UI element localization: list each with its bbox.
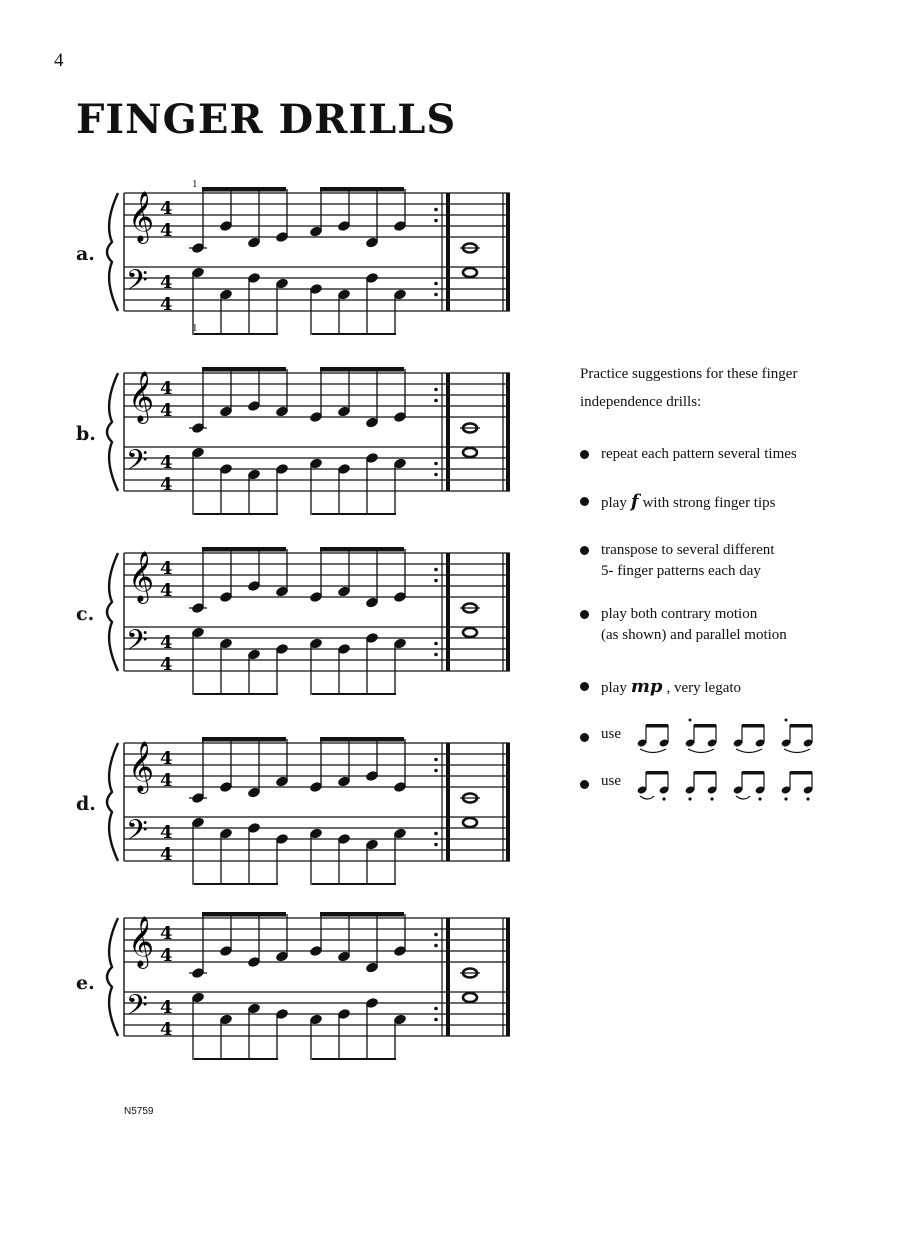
time-signature-icon: 4 [160, 632, 173, 653]
repeat-dot [434, 1018, 438, 1022]
brace-icon [107, 918, 118, 1036]
bass-clef-icon: 𝄢 [126, 814, 148, 854]
thick-barline [446, 743, 450, 861]
practice-suggestions [580, 360, 880, 800]
treble-clef-icon: 𝄞 [128, 191, 155, 242]
finger-number-bottom: 1 [192, 322, 198, 334]
tip-text: play [601, 680, 627, 696]
beam [202, 547, 286, 552]
tip-text: play both contrary motion [601, 606, 758, 622]
staccato-dot-icon [689, 719, 692, 722]
bullet-icon [580, 682, 589, 691]
beam [312, 693, 396, 695]
beam [202, 737, 286, 742]
beam [312, 883, 396, 885]
time-signature-icon: 4 [160, 923, 173, 944]
repeat-dot [434, 579, 438, 583]
thick-barline [446, 193, 450, 311]
page-title: FINGER DRILLS [76, 96, 457, 143]
thick-barline [446, 373, 450, 491]
staccato-dot-icon [784, 797, 787, 800]
repeat-dot [434, 1007, 438, 1011]
tip-text: transpose to several different [601, 542, 775, 558]
beam [202, 187, 286, 192]
beam [202, 912, 286, 917]
time-signature-icon: 4 [160, 770, 173, 791]
repeat-dot [434, 758, 438, 762]
slur-icon [688, 749, 714, 753]
beam [646, 724, 668, 728]
final-barline [506, 373, 510, 491]
time-signature-icon: 4 [160, 198, 173, 219]
beam [194, 333, 278, 335]
whole-note-icon [463, 818, 477, 827]
time-signature-icon: 4 [160, 220, 173, 241]
bass-clef-icon: 𝄢 [126, 444, 148, 484]
time-signature-icon: 4 [160, 400, 173, 421]
drill-e [0, 900, 540, 1060]
repeat-dot [434, 388, 438, 392]
beam [320, 367, 404, 372]
rhythm-row-slurred [580, 723, 880, 753]
tip-text: play [601, 495, 627, 511]
staccato-dot-icon [710, 797, 713, 800]
bullet-icon [580, 497, 589, 506]
tip-legato [580, 676, 880, 699]
finger-number-top: 1 [192, 178, 198, 190]
tip-text: (as shown) and parallel motion [601, 627, 787, 643]
final-barline [506, 193, 510, 311]
whole-note-icon [463, 993, 477, 1002]
time-signature-icon: 4 [160, 580, 173, 601]
beam [742, 724, 764, 728]
time-signature-icon: 4 [160, 378, 173, 399]
slur-icon [736, 749, 762, 753]
time-signature-icon: 4 [160, 558, 173, 579]
bullet-icon [580, 780, 589, 789]
slur-icon [784, 749, 810, 753]
tip-transpose [580, 540, 880, 582]
time-signature-icon: 4 [160, 272, 173, 293]
use-label: use [601, 726, 621, 742]
slur-icon [640, 796, 654, 799]
time-signature-icon: 4 [160, 844, 173, 865]
repeat-dot [434, 219, 438, 223]
repeat-dot [434, 769, 438, 773]
whole-note-icon [463, 268, 477, 277]
intro-line: Practice suggestions for these finger [580, 366, 798, 382]
drill-a [0, 175, 540, 335]
rhythm-row-staccato [580, 770, 880, 800]
brace-icon [107, 553, 118, 671]
time-signature-icon: 4 [160, 1019, 173, 1040]
drill-label: e. [76, 972, 95, 994]
beam [320, 547, 404, 552]
tip-forte [580, 491, 880, 514]
beam [194, 513, 278, 515]
staccato-dot-icon [758, 797, 761, 800]
drill-label: c. [76, 603, 95, 625]
treble-clef-icon: 𝄞 [128, 741, 155, 792]
beam [312, 1058, 396, 1060]
thick-barline [446, 918, 450, 1036]
thick-barline [446, 553, 450, 671]
final-barline [506, 553, 510, 671]
beam [790, 724, 812, 728]
repeat-dot [434, 832, 438, 836]
tip-repeat [580, 444, 880, 465]
beam [194, 883, 278, 885]
staccato-dot-icon [688, 797, 691, 800]
beam [646, 771, 668, 775]
drill-label: a. [76, 243, 95, 265]
bullet-icon [580, 610, 589, 619]
time-signature-icon: 4 [160, 748, 173, 769]
staccato-dot-icon [662, 797, 665, 800]
bullet-icon [580, 450, 589, 459]
drill-label: d. [76, 793, 96, 815]
drill-b [0, 355, 540, 515]
repeat-dot [434, 399, 438, 403]
repeat-dot [434, 653, 438, 657]
time-signature-icon: 4 [160, 822, 173, 843]
beam [312, 513, 396, 515]
final-barline [506, 743, 510, 861]
whole-note-icon [463, 628, 477, 637]
use-label: use [601, 773, 621, 789]
slur-icon [640, 749, 666, 753]
repeat-dot [434, 642, 438, 646]
staccato-eighth-pairs-icon [634, 764, 834, 804]
slurred-eighth-pairs-icon [634, 717, 834, 757]
slur-icon [736, 796, 750, 799]
treble-clef-icon: 𝄞 [128, 916, 155, 967]
beam [790, 771, 812, 775]
bass-clef-icon: 𝄢 [126, 624, 148, 664]
whole-note-icon [463, 448, 477, 457]
brace-icon [107, 193, 118, 311]
time-signature-icon: 4 [160, 452, 173, 473]
bullet-icon [580, 733, 589, 742]
drill-label: b. [76, 423, 96, 445]
treble-clef-icon: 𝄞 [128, 371, 155, 422]
forte-dynamic-icon: f [630, 491, 639, 512]
time-signature-icon: 4 [160, 474, 173, 495]
repeat-dot [434, 933, 438, 937]
beam [694, 771, 716, 775]
treble-clef-icon: 𝄞 [128, 551, 155, 602]
time-signature-icon: 4 [160, 654, 173, 675]
time-signature-icon: 4 [160, 997, 173, 1018]
repeat-dot [434, 293, 438, 297]
bass-clef-icon: 𝄢 [126, 264, 148, 304]
final-barline [506, 918, 510, 1036]
time-signature-icon: 4 [160, 294, 173, 315]
tip-motion [580, 604, 880, 646]
intro-line: independence drills: [580, 394, 702, 410]
repeat-dot [434, 843, 438, 847]
repeat-dot [434, 473, 438, 477]
drill-c [0, 535, 540, 695]
brace-icon [107, 743, 118, 861]
staccato-dot-icon [785, 719, 788, 722]
footer-code: N5759 [124, 1106, 154, 1117]
beam [194, 1058, 278, 1060]
time-signature-icon: 4 [160, 945, 173, 966]
beam [320, 912, 404, 917]
beam [202, 367, 286, 372]
tip-text: repeat each pattern several times [601, 446, 797, 462]
brace-icon [107, 373, 118, 491]
tip-text: with strong finger tips [642, 495, 776, 511]
tip-text: 5- finger patterns each day [601, 563, 761, 579]
beam [312, 333, 396, 335]
beam [742, 771, 764, 775]
beam [320, 737, 404, 742]
page-number: 4 [54, 50, 64, 71]
bass-clef-icon: 𝄢 [126, 989, 148, 1029]
drill-d [0, 725, 540, 885]
beam [694, 724, 716, 728]
repeat-dot [434, 282, 438, 286]
repeat-dot [434, 462, 438, 466]
repeat-dot [434, 208, 438, 212]
repeat-dot [434, 944, 438, 948]
bullet-icon [580, 546, 589, 555]
suggestions-intro [580, 360, 880, 416]
mezzo-piano-dynamic-icon: mp [630, 676, 663, 697]
beam [320, 187, 404, 192]
staccato-dot-icon [806, 797, 809, 800]
repeat-dot [434, 568, 438, 572]
beam [194, 693, 278, 695]
tip-text: , very legato [666, 680, 742, 696]
